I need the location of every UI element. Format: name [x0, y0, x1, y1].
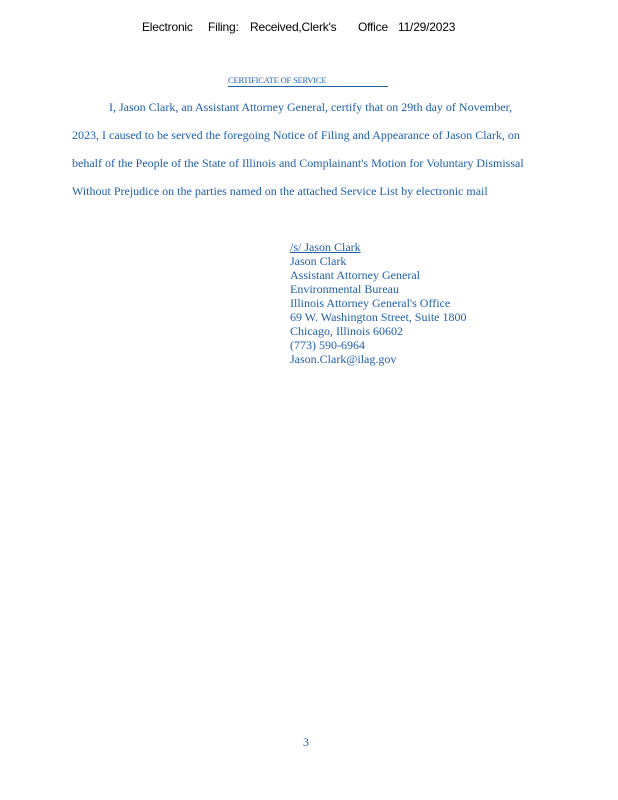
signer-name: Jason Clark — [290, 254, 347, 268]
header-date: 11/29/2023 — [398, 20, 456, 34]
filing-stamp-header — [142, 20, 455, 34]
signer-office: Illinois Attorney General's Office — [290, 296, 451, 310]
header-received-clerks: Received,Clerk's — [250, 20, 337, 34]
body-line-3: behalf of the People of the State of Illinois and Complainant's Motion for Voluntary Dismissal — [72, 156, 524, 170]
document-title: CERTIFICATE OF SERVICE — [228, 75, 388, 87]
header-electronic: Electronic — [142, 20, 193, 34]
signer-street: 69 W. Washington Street, Suite 1800 — [290, 310, 467, 324]
header-filing: Filing: — [208, 20, 239, 34]
signer-city: Chicago, Illinois 60602 — [290, 324, 403, 338]
signer-email: Jason.Clark@ilag.gov — [290, 352, 397, 366]
signer-bureau: Environmental Bureau — [290, 282, 399, 296]
signer-phone: (773) 590-6964 — [290, 338, 365, 352]
header-office: Office — [358, 20, 388, 34]
signer-title: Assistant Attorney General — [290, 268, 420, 282]
page-number: 3 — [303, 735, 309, 749]
body-line-1: I, Jason Clark, an Assistant Attorney General, certify that on 29th day of November, — [109, 100, 513, 114]
body-line-2: 2023, I caused to be served the foregoing Notice of Filing and Appearance of Jason Clark, on — [72, 128, 520, 142]
electronic-signature: /s/ Jason Clark — [290, 240, 361, 254]
body-line-4: Without Prejudice on the parties named on the attached Service List by electronic mail — [72, 184, 488, 198]
signature-block — [290, 240, 466, 366]
